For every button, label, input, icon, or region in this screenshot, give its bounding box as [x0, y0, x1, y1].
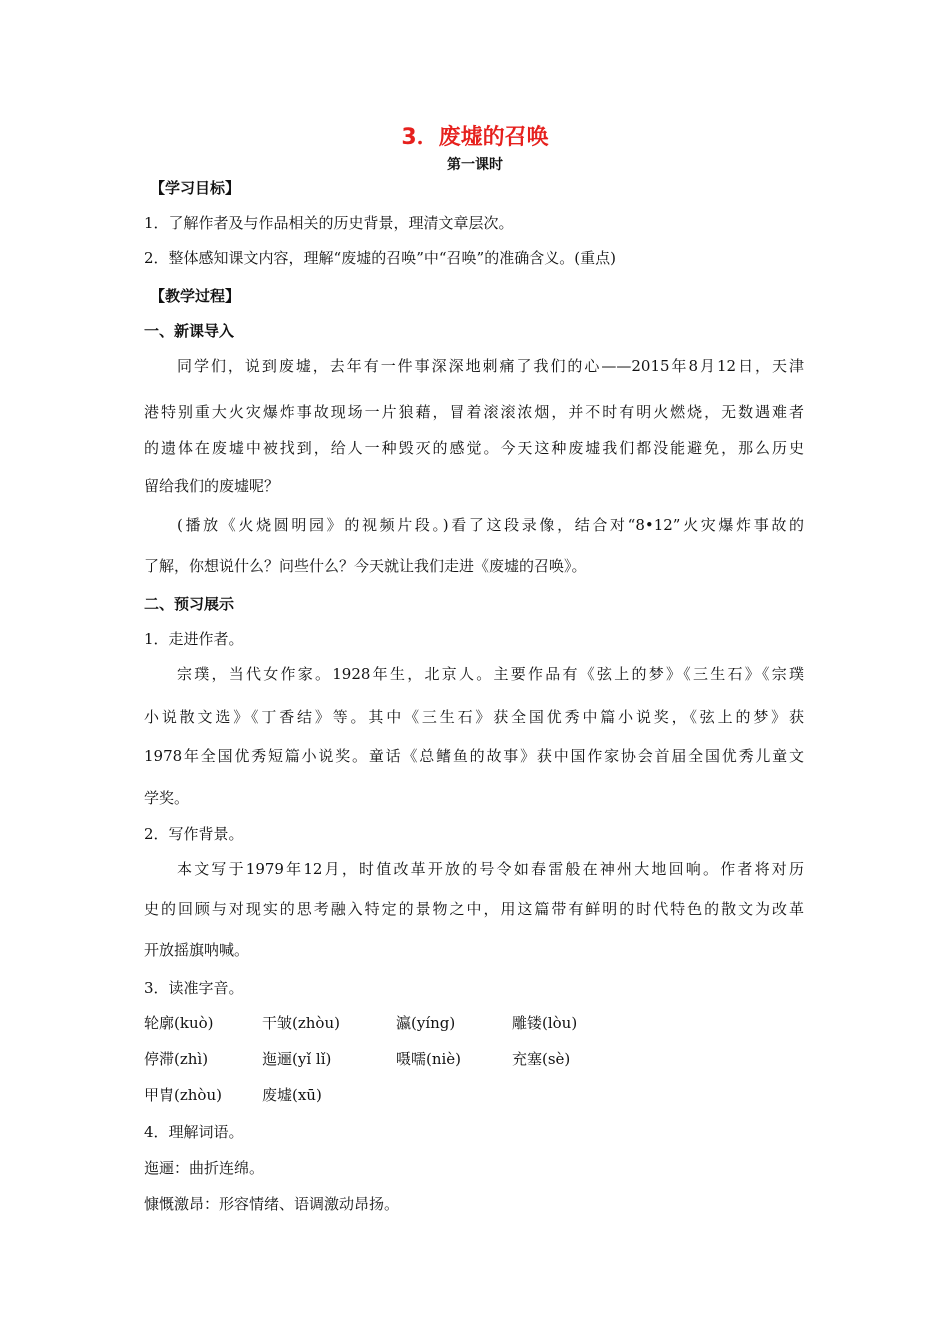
intro-heading: 一、新课导入	[144, 322, 235, 340]
paragraph-line: 的遗体在废墟中被找到，给人一种毁灭的感觉。今天这种废墟我们都没能避免，那么历史	[144, 439, 804, 457]
paragraph-line: (播放《火烧圆明园》的视频片段。)看了这段录像，结合对“8•12”火灾爆炸事故的	[177, 516, 804, 534]
paragraph-line: 留给我们的废墟呢？	[144, 477, 280, 495]
pronunciation-item: 瀛(yíng)	[396, 1014, 456, 1032]
pronunciation-heading: 3．读准字音。	[144, 979, 244, 997]
paragraph-line: 同学们，说到废墟，去年有一件事深深地刺痛了我们的心——2015年8月12日，天津	[177, 357, 804, 375]
pronunciation-item: 雕镂(lòu)	[512, 1014, 578, 1032]
pronunciation-item: 充塞(sè)	[512, 1050, 571, 1068]
paragraph-line: 学奖。	[144, 789, 190, 807]
lesson-subtitle: 第一课时	[447, 157, 503, 173]
pronunciation-item: 干皱(zhòu)	[262, 1014, 340, 1032]
pronunciation-item: 停滞(zhì)	[144, 1050, 209, 1068]
goal-item: 2．整体感知课文内容，理解“废墟的召唤”中“召唤”的准确含义。(重点)	[144, 249, 616, 267]
paragraph-line: 了解，你想说什么？问些什么？今天就让我们走进《废墟的召唤》。	[144, 557, 587, 575]
vocab-item: 慷慨激昂：形容情绪、语调激动昂扬。	[144, 1195, 400, 1213]
author-heading: 1．走进作者。	[144, 630, 244, 648]
vocab-item: 迤逦：曲折连绵。	[144, 1159, 265, 1177]
goals-heading: 【学习目标】	[150, 179, 241, 197]
background-heading: 2．写作背景。	[144, 825, 244, 843]
document-title: 3．废墟的召唤	[401, 125, 549, 150]
goal-item: 1．了解作者及与作品相关的历史背景，理清文章层次。	[144, 214, 514, 232]
preview-heading: 二、预习展示	[144, 595, 235, 613]
paragraph-line: 史的回顾与对现实的思考融入特定的景物之中，用这篇带有鲜明的时代特色的散文为改革	[144, 900, 804, 918]
pronunciation-item: 迤逦(yǐ lǐ)	[262, 1050, 332, 1068]
pronunciation-item: 甲胄(zhòu)	[144, 1086, 222, 1104]
pronunciation-item: 轮廓(kuò)	[144, 1014, 214, 1032]
vocab-heading: 4．理解词语。	[144, 1123, 244, 1141]
pronunciation-item: 废墟(xū)	[262, 1086, 322, 1104]
paragraph-line: 港特别重大火灾爆炸事故现场一片狼藉，冒着滚滚浓烟，并不时有明火燃烧，无数遇难者	[144, 403, 804, 421]
paragraph-line: 小说散文选》《丁香结》等。其中《三生石》获全国优秀中篇小说奖，《弦上的梦》获	[144, 708, 804, 726]
paragraph-line: 宗璞，当代女作家。1928年生，北京人。主要作品有《弦上的梦》《三生石》《宗璞	[177, 665, 804, 683]
process-heading: 【教学过程】	[150, 287, 241, 305]
paragraph-line: 本文写于1979年12月，时值改革开放的号令如春雷般在神州大地回响。作者将对历	[177, 860, 804, 878]
paragraph-line: 开放摇旗呐喊。	[144, 941, 250, 959]
paragraph-line: 1978年全国优秀短篇小说奖。童话《总鳍鱼的故事》获中国作家协会首届全国优秀儿童文	[144, 747, 804, 765]
pronunciation-item: 嗫嚅(niè)	[396, 1050, 462, 1068]
